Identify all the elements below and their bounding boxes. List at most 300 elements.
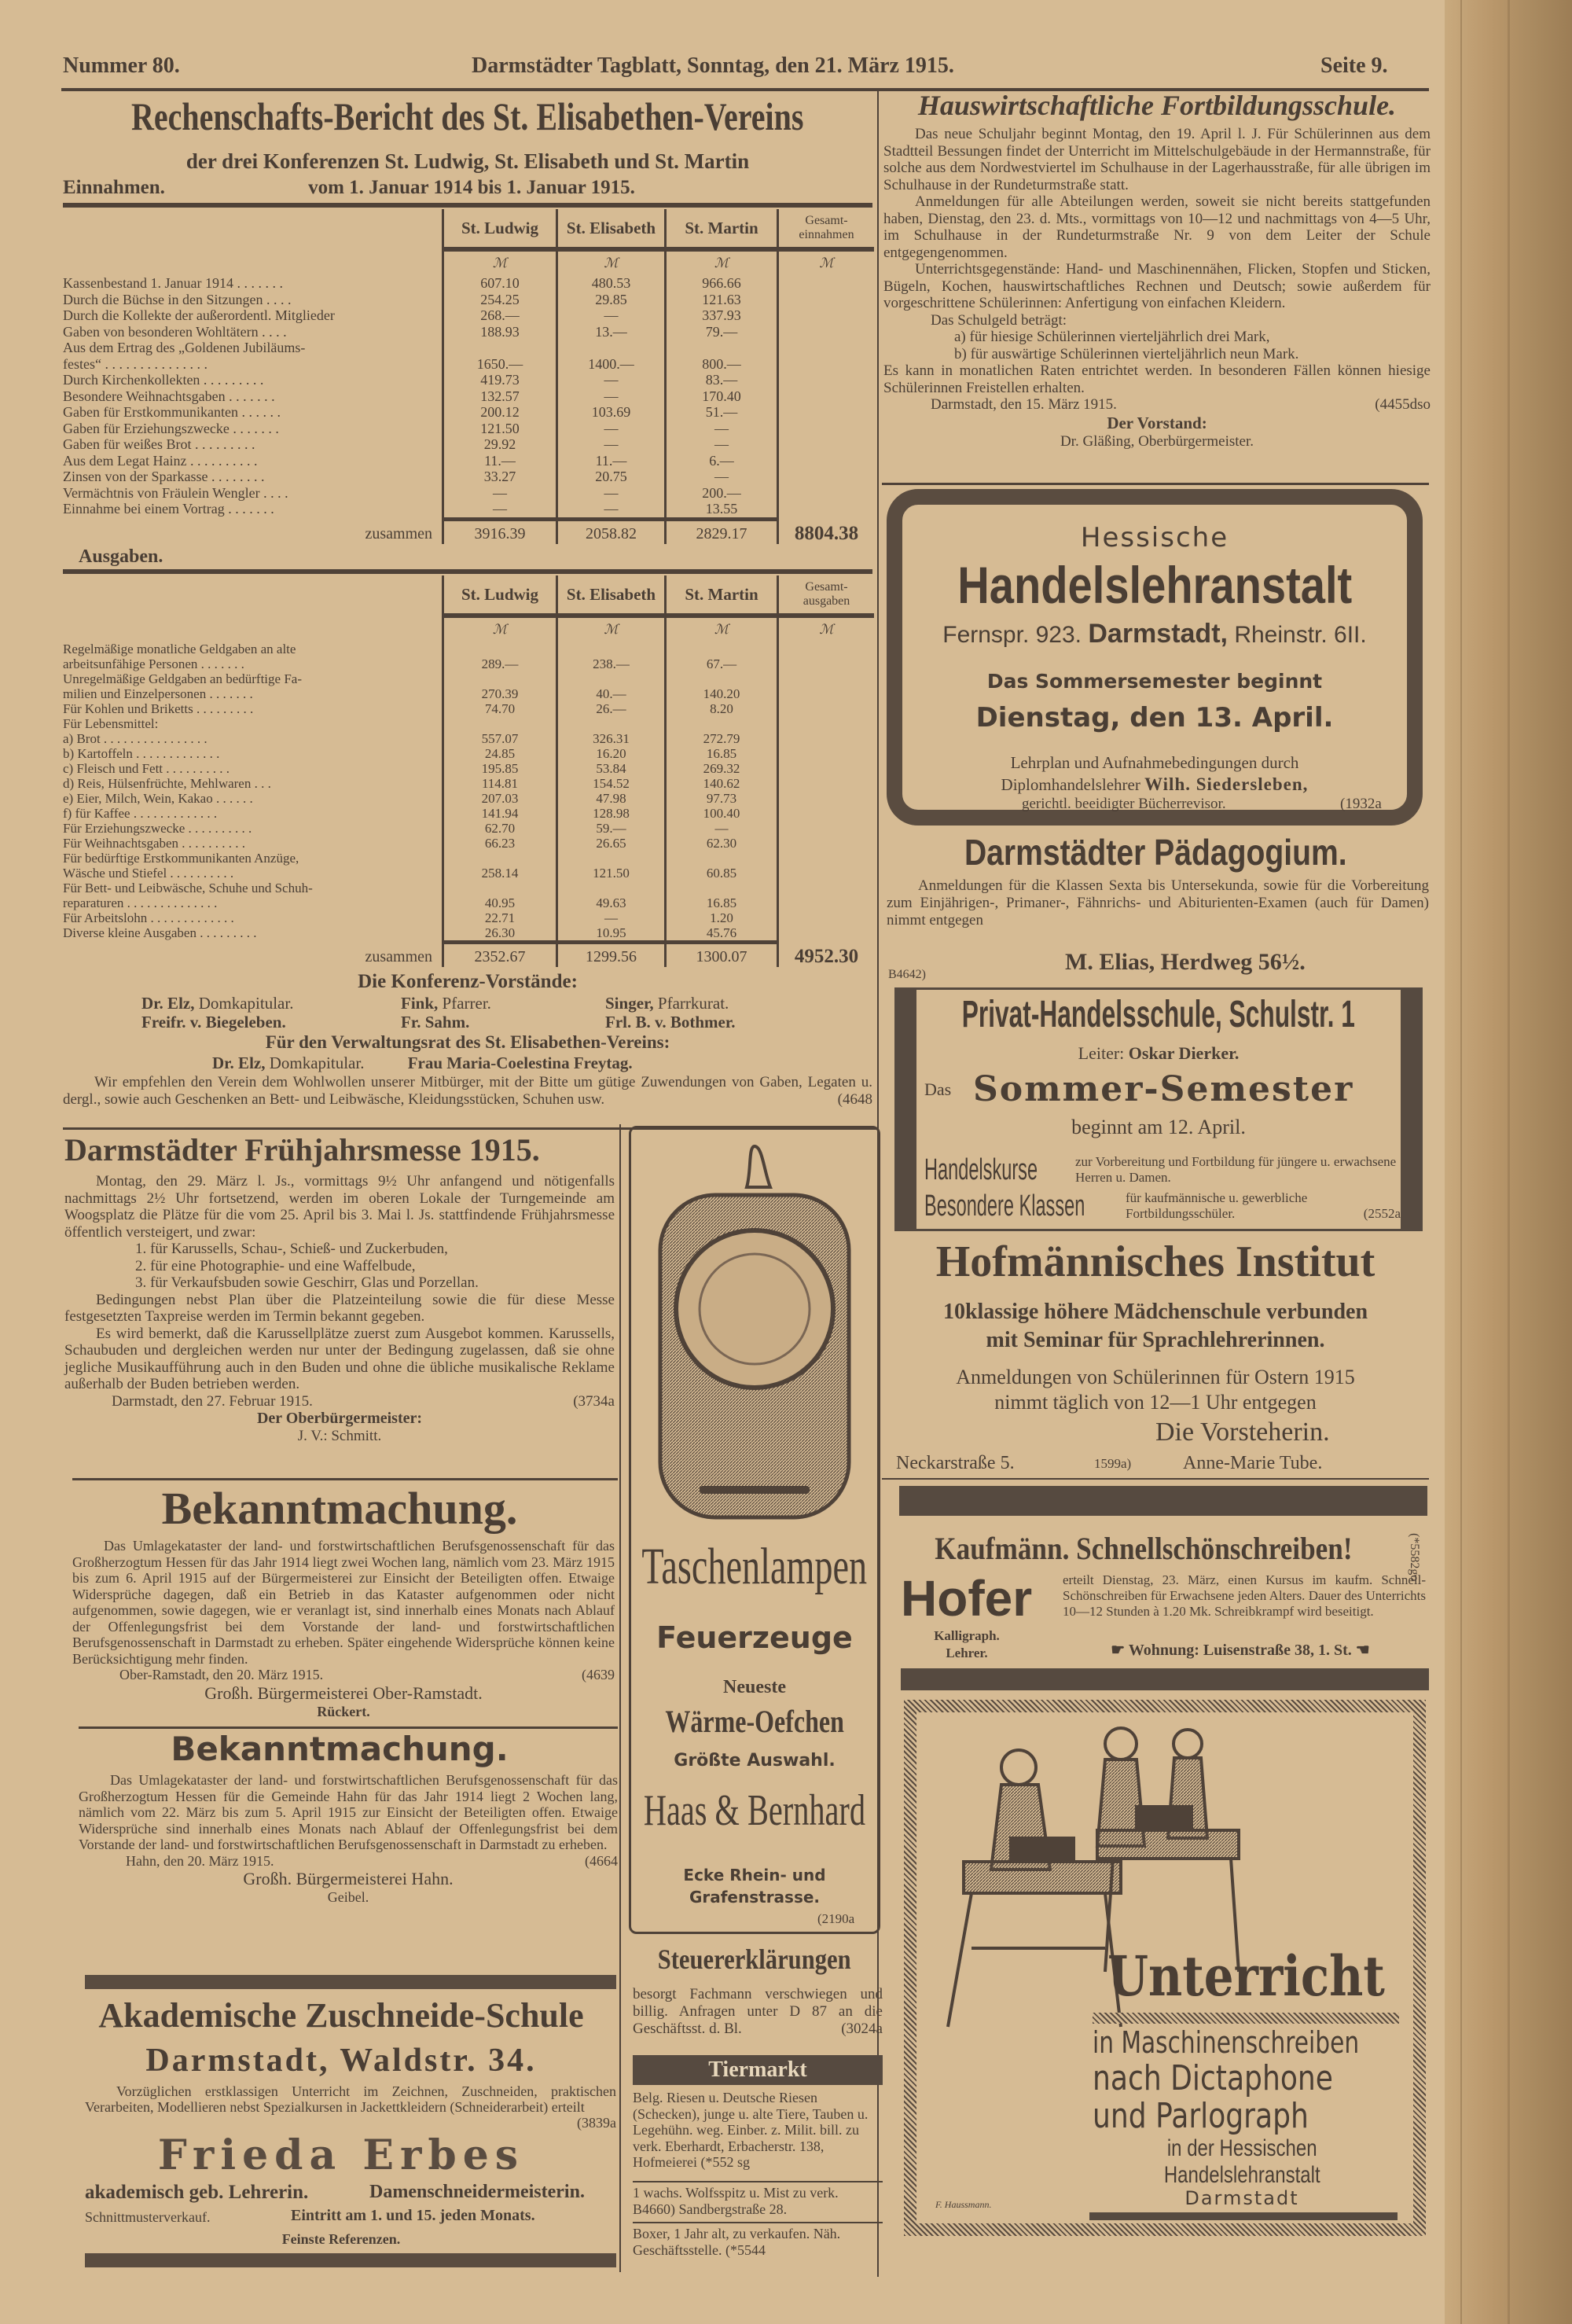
row-value: 170.40: [664, 388, 777, 405]
ad-code: (1932a: [1340, 796, 1382, 812]
board-member-name: Freifr. v. Biegeleben.: [141, 1013, 286, 1031]
row-label: c) Fleisch und Fett . . . . . . . . . .: [63, 761, 230, 776]
currency-mark: ℳ: [442, 252, 556, 275]
messe-paragraph: Montag, den 29. März l. Js., vormittags 9½ Uhr anfangend und nötigenfalls nachmittags 2½ Uhr fortsetzend, werden im oberen Lokale der Turngemeinde am Woogsplatz die Plätze für die vom 25. April bis 3. Mai l. Js. stattfindende Frühjahrsmesse öffentlich versteigert, und zwar:: [64, 1173, 615, 1241]
bek2-text: Das Umlagekataster der land- und forstwirtschaftlichen Berufsgenossenschaft für das Großherzogtum Hessen für die Gemeinde Hahn für das Jahr 1914 liegt 2 Wochen lang, nämlich vom 22. März bis zum 5. April 1915 zur Einsicht der Beteiligten offen. Etwaige Widersprüche sind innerhalb eines Monats nach Ablauf der Offenlegungsfrist bei dem Vorstande der land- und forstwirtschaftlichen Berufsgenossenschaft in Darmstadt zu erheben.: [79, 1772, 618, 1852]
table-rule: [63, 569, 872, 574]
bek1-notice: [72, 1538, 615, 1719]
row-value: 289.—: [442, 642, 556, 671]
board-member: [401, 1013, 605, 1031]
row-value: —: [664, 469, 777, 485]
row-value: —: [664, 436, 777, 453]
row-value: 269.32: [664, 761, 777, 776]
income-table: [63, 209, 874, 544]
akad-address: Darmstadt, Waldstr. 34.: [145, 2043, 537, 2079]
steuer-text: [633, 1986, 883, 2038]
bek2-date: Hahn, den 20. März 1915.: [126, 1852, 274, 1869]
row-total-empty: [777, 372, 874, 388]
row-total-empty: [777, 485, 874, 502]
row-value: 1.20: [664, 910, 777, 925]
table-row: [63, 292, 874, 308]
row-value: —: [664, 821, 777, 836]
row-total-empty: [777, 881, 874, 910]
section-rule: [882, 483, 1429, 485]
expense-heading: Ausgaben.: [79, 546, 163, 567]
phs-courses-text: zur Vorbereitung und Fortbildung für jüngere u. erwachsene Herren u. Damen.: [1075, 1154, 1397, 1185]
row-label: Unregelmäßige Geldgaben an bedürftige Fa- milien und Einzelpersonen . . . . . . .: [63, 671, 302, 701]
row-label: Für Weihnachtsgaben . . . . . . . . . .: [63, 836, 246, 851]
row-value: [556, 716, 664, 731]
akad-qualification: akademisch geb. Lehrerin.: [85, 2182, 309, 2203]
table-row: [63, 791, 874, 806]
ad-code: (4455dso: [1375, 396, 1431, 413]
row-label: Zinsen von der Sparkasse . . . . . . . .: [63, 469, 265, 484]
table-row: [63, 372, 874, 388]
table-row: [63, 701, 874, 716]
school-paragraph: Anmeldungen für alle Abteilungen werden, soweit sie nicht bereits stattgefunden haben, Dienstag, den 23. d. Mts., vormittags von 10—12 und nachmittags von 4—5 Uhr, im Schulhause in der Rundeturmstraße Nr. 9 von dem Leiter der Schule entgegengenommen.: [883, 193, 1431, 261]
council-name: Dr. Elz,: [212, 1054, 266, 1072]
row-value: 83.—: [664, 372, 777, 388]
row-value: 195.85: [442, 761, 556, 776]
currency-mark: ℳ: [777, 252, 874, 275]
currency-mark: ℳ: [664, 618, 777, 642]
classified-rule: [633, 2222, 883, 2223]
row-label: Gaben für weißes Brot . . . . . . . . .: [63, 436, 255, 452]
ad-code: (4639: [582, 1667, 615, 1682]
bek2-title: Bekanntmachung.: [171, 1730, 509, 1768]
row-value: 140.20: [664, 671, 777, 701]
council-heading: Für den Verwaltungsrat des St. Elisabethen-Vereins:: [265, 1032, 670, 1052]
row-total-empty: [777, 716, 874, 731]
sum-label: zusammen: [365, 948, 432, 965]
hla-ad-kicker: Hessische: [1080, 522, 1229, 553]
table-row: [63, 307, 874, 324]
row-label: Für Kohlen und Briketts . . . . . . . . .: [63, 701, 254, 716]
hla-ad-contact: [887, 618, 1423, 651]
row-value: 29.92: [442, 436, 556, 453]
hofer-title-wrap: [896, 1530, 1391, 1568]
table-row: [63, 716, 874, 731]
table-row: [63, 881, 874, 910]
row-label: b) Kartoffeln . . . . . . . . . . . . .: [63, 746, 220, 761]
classified-rule: [633, 2181, 883, 2182]
akad-title: Akademische Zuschneide-Schule: [98, 1996, 584, 2035]
row-label: Regelmäßige monatliche Geldgaben an alte arbeitsunfähige Personen . . . . . . .: [63, 642, 296, 671]
row-label: Gaben für Erziehungszwecke . . . . . . .: [63, 420, 279, 436]
unterricht-line: Handelslehranstalt: [1163, 2162, 1320, 2188]
expense-table: [63, 575, 874, 967]
classified-ad: 1 wachs. Wolfsspitz u. Mist zu verk. B4660) Sandbergstraße 28.: [633, 2185, 839, 2217]
row-value: 62.30: [664, 836, 777, 851]
row-value: 254.25: [442, 292, 556, 308]
row-value: —: [442, 501, 556, 517]
table-row: [63, 746, 874, 761]
column-sum: 2829.17: [664, 517, 777, 544]
bek1-signature: Rückert.: [317, 1703, 370, 1719]
row-total-empty: [777, 404, 874, 421]
table-row: [63, 275, 874, 292]
row-label: Aus dem Ertrag des „Goldenen Jubiläums- festes“ . . . . . . . . . . . . . . .: [63, 340, 306, 372]
row-value: —: [556, 307, 664, 324]
school-signature: Dr. Gläßing, Oberbürgermeister.: [1060, 432, 1254, 450]
board-member-name: Frl. B. v. Bothmer.: [605, 1013, 736, 1031]
hofer-subtitle: Lehrer.: [946, 1646, 988, 1660]
hla-city: Darmstadt,: [1088, 619, 1228, 649]
steuer-title-wrap: [625, 1942, 884, 1977]
masthead-date: Darmstädter Tagblatt, Sonntag, den 21. März 1915.: [472, 53, 954, 78]
row-label: Durch die Büchse in den Sitzungen . . . .: [63, 291, 292, 307]
row-value: 26.—: [556, 701, 664, 716]
row-total-empty: [777, 746, 874, 761]
currency-row: [63, 618, 874, 642]
grand-total: 4952.30: [777, 940, 874, 967]
row-total-empty: [777, 910, 874, 925]
hofer-subtitle: Kalligraph.: [934, 1628, 1000, 1643]
section-rule: [72, 1478, 618, 1480]
row-value: —: [556, 910, 664, 925]
steuer-description: besorgt Fachmann verschwiegen und billig. Anfragen unter D 87 an die Geschäftsst. d. Bl.: [633, 1986, 883, 2037]
hla-ad-date: Dienstag, den 13. April.: [975, 702, 1334, 734]
row-total-empty: [777, 275, 874, 292]
paed-text: Anmeldungen für die Klassen Sexta bis Untersekunda, sowie für die Vorbereitung zum Einjährigen-, Primaner-, Fähnrichs- und Abiturienten-Examen (auch für Damen) nimmt entgegen: [887, 877, 1429, 928]
row-value: 60.85: [664, 851, 777, 881]
unterricht-line: nach Dictaphone: [1093, 2058, 1333, 2098]
messe-signature-heading: Der Oberbürgermeister:: [256, 1410, 423, 1427]
column-sum: 2058.82: [556, 517, 664, 544]
sum-label: zusammen: [365, 524, 432, 542]
board-member-name: Fink,: [401, 994, 439, 1013]
hof-line: nimmt täglich von 12—1 Uhr entgegen: [994, 1391, 1317, 1414]
ad-border-bar: [85, 1975, 616, 1989]
school-signature-heading: Der Vorstand:: [1107, 413, 1207, 432]
lamp-ad-company-wrap: [629, 1785, 880, 1837]
table-row: [63, 836, 874, 851]
row-label: d) Reis, Hülsenfrüchte, Mehlwaren . . .: [63, 776, 271, 791]
currency-mark: ℳ: [442, 618, 556, 642]
row-value: 1400.—: [556, 340, 664, 372]
ad-code: (2190a: [817, 1911, 855, 1926]
row-value: 132.57: [442, 388, 556, 405]
row-total-empty: [777, 469, 874, 485]
row-value: 1650.—: [442, 340, 556, 372]
ad-code: 1599a): [1094, 1456, 1132, 1471]
row-value: 40.95: [442, 881, 556, 910]
board-member: [605, 994, 825, 1013]
row-label: Besondere Weihnachtsgaben . . . . . . .: [63, 388, 275, 404]
lamp-ad-company: Haas & Bernhard: [643, 1786, 866, 1835]
row-total-empty: [777, 851, 874, 881]
row-value: 419.73: [442, 372, 556, 388]
column-header: St. Elisabeth: [556, 209, 664, 252]
bek1-office: Großh. Bürgermeisterei Ober-Ramstadt.: [204, 1682, 483, 1703]
messe-item: 2. für eine Photographie- und eine Waffelbude,: [135, 1257, 416, 1274]
row-label: Vermächtnis von Fräulein Wengler . . . .: [63, 484, 288, 501]
table-row: [63, 910, 874, 925]
school-paragraph: Das neue Schuljahr beginnt Montag, den 19. April l. J. Für Schülerinnen aus dem Stadtteil Bessungen findet der Unterricht im Mittelschulgebäude in der Hermannstraße, für solche aus dem Nordwestviertel im Schulhause in der Lagerhausstraße, für alle übrigen im Schulhause in der Rundeturmstraße statt.: [883, 126, 1431, 193]
paed-title-wrap: [882, 830, 1429, 874]
row-value: 24.85: [442, 746, 556, 761]
sum-row: [63, 940, 874, 967]
hla-ad-title: Handelslehranstalt: [957, 556, 1352, 614]
row-value: 51.—: [664, 404, 777, 421]
row-value: —: [556, 485, 664, 502]
table-row: [63, 404, 874, 421]
ad-code: (3024a: [841, 2021, 883, 2037]
row-total-empty: [777, 453, 874, 469]
table-header-row: [63, 209, 874, 252]
row-label: a) Brot . . . . . . . . . . . . . . . .: [63, 731, 208, 746]
row-label: Diverse kleine Ausgaben . . . . . . . . .: [63, 925, 257, 940]
school-paragraph: Es kann in monatlichen Raten entrichtet werden. In besonderen Fällen können hiesige Schülerinnen Freistellen erhalten.: [883, 362, 1431, 396]
row-total-empty: [777, 340, 874, 372]
row-value: 13.55: [664, 501, 777, 517]
row-value: 607.10: [442, 275, 556, 292]
phs-director-label: Leiter:: [1078, 1043, 1125, 1063]
hla-teacher-title: Diplomhandelslehrer: [1001, 775, 1140, 794]
messe-item: 3. für Verkaufsbuden sowie Geschirr, Glas und Porzellan.: [135, 1274, 479, 1291]
ad-code: (3839a: [577, 2115, 616, 2131]
ad-code: (2552a: [1363, 1206, 1401, 1221]
report-appeal: [63, 1074, 872, 1108]
row-value: 16.85: [664, 746, 777, 761]
row-value: —: [664, 421, 777, 437]
school-fee: a) für hiesige Schülerinnen vierteljährlich drei Mark,: [954, 329, 1270, 345]
school-date: Darmstadt, den 15. März 1915.: [931, 396, 1117, 413]
row-label: e) Eier, Milch, Wein, Kakao . . . . . .: [63, 791, 253, 806]
hla-phone: Fernspr. 923.: [942, 622, 1082, 648]
table-row: [63, 453, 874, 469]
row-value: 97.73: [664, 791, 777, 806]
lamp-ad-title: Taschenlampen: [641, 1538, 868, 1595]
row-value: 53.84: [556, 761, 664, 776]
pointing-hand-icon: ☚: [1355, 1642, 1370, 1659]
unterricht-city: Darmstadt: [1185, 2187, 1299, 2209]
classified-ad: Belg. Riesen u. Deutsche Riesen (Schecken), junge u. alte Tiere, Tauben u. Legehühn. weg. Einber. z. Milit. bill. zu verk. Eberhardt, Erbacherstr. 138, Hofmeierei (*552 sg: [633, 2090, 869, 2170]
row-total-empty: [777, 324, 874, 340]
row-value: 128.98: [556, 806, 664, 821]
row-value: 74.70: [442, 701, 556, 716]
row-total-empty: [777, 806, 874, 821]
row-total-empty: [777, 821, 874, 836]
row-label: Durch die Kollekte der außerordentl. Mitglieder: [63, 307, 335, 323]
row-value: 13.—: [556, 324, 664, 340]
row-value: 121.50: [556, 851, 664, 881]
hof-signature-heading: Die Vorsteherin.: [1155, 1418, 1330, 1447]
book-binding-edge: [1445, 0, 1572, 2324]
row-total-empty: [777, 436, 874, 453]
grand-total: 8804.38: [777, 517, 874, 544]
row-value: 8.20: [664, 701, 777, 716]
hla-ad-teacher: [887, 774, 1423, 796]
column-header-total: Gesamt- einnahmen: [777, 209, 874, 252]
row-label: Für Lebensmittel:: [63, 716, 159, 731]
row-total-empty: [777, 731, 874, 746]
table-row: [63, 388, 874, 405]
row-value: —: [556, 421, 664, 437]
unterricht-line: und Parlograph: [1093, 2096, 1309, 2136]
board-members: [141, 994, 825, 1031]
row-value: 270.39: [442, 671, 556, 701]
flashlight-illustration: [645, 1140, 865, 1529]
phs-director-name: Oskar Dierker.: [1128, 1043, 1240, 1063]
unterricht-title: Unterricht: [1107, 1943, 1385, 2009]
phs-semester: Sommer-Semester: [973, 1069, 1354, 1109]
messe-notice: [64, 1173, 615, 1445]
lamp-ad-address: Grafenstrasse.: [689, 1888, 821, 1907]
tiermarkt-banner: Tiermarkt: [633, 2055, 883, 2085]
table-row: [63, 761, 874, 776]
table-row: [63, 340, 874, 372]
phs-start: beginnt am 12. April.: [1071, 1116, 1246, 1138]
school-fee-heading: Das Schulgeld beträgt:: [931, 311, 1067, 329]
unterricht-title-wrap: [1089, 1945, 1403, 2008]
paed-title: Darmstädter Pädagogium.: [964, 832, 1347, 873]
row-label: Durch Kirchenkollekten . . . . . . . . .: [63, 372, 264, 388]
messe-date: Darmstadt, den 27. Februar 1915.: [112, 1392, 313, 1410]
row-value: 100.40: [664, 806, 777, 821]
row-value: 11.—: [442, 453, 556, 469]
currency-mark: ℳ: [556, 252, 664, 275]
row-value: 188.93: [442, 324, 556, 340]
row-total-empty: [777, 791, 874, 806]
phs-classes-text: [1126, 1190, 1401, 1222]
row-value: —: [556, 436, 664, 453]
akad-profession: Damenschneidermeisterin.: [369, 2182, 585, 2202]
phs-classes: Besondere Klassen: [924, 1190, 1085, 1223]
column-header: St. Elisabeth: [556, 575, 664, 618]
row-total-empty: [777, 388, 874, 405]
lamp-ad-selection: Größte Auswahl.: [674, 1751, 836, 1771]
row-value: 114.81: [442, 776, 556, 791]
row-value: 966.66: [664, 275, 777, 292]
row-total-empty: [777, 836, 874, 851]
row-value: 59.—: [556, 821, 664, 836]
akad-references: Feinste Referenzen.: [281, 2231, 401, 2247]
unterricht-line: in Maschinenschreiben: [1093, 2025, 1360, 2060]
bek1-date: Ober-Ramstadt, den 20. März 1915.: [119, 1667, 324, 1682]
akad-name: Frieda Erbes: [157, 2131, 525, 2179]
row-label: Für Bett- und Leibwäsche, Schuhe und Schuh- reparaturen . . . . . . . . . . . . . .: [63, 881, 313, 910]
row-value: 154.52: [556, 776, 664, 791]
board-member-name: Singer,: [605, 994, 654, 1013]
currency-row: [63, 252, 874, 275]
row-value: 79.—: [664, 324, 777, 340]
row-value: 10.95: [556, 925, 664, 940]
table-row: [63, 671, 874, 701]
board-member-role: Domkapitular.: [198, 994, 294, 1013]
ad-code: (4648: [837, 1090, 872, 1108]
row-value: 6.—: [664, 453, 777, 469]
ad-border-bar: [899, 1486, 1427, 1516]
row-value: 200.—: [664, 485, 777, 502]
table-row: [63, 642, 874, 671]
row-value: 49.63: [556, 881, 664, 910]
bek1-title: Bekanntmachung.: [161, 1483, 518, 1534]
row-total-empty: [777, 761, 874, 776]
row-value: —: [556, 501, 664, 517]
lamp-ad-address: Ecke Rhein- und: [683, 1866, 826, 1885]
school-paragraph: Unterrichtsgegenstände: Hand- und Maschinennähen, Flicken, Stopfen und Sticken, Bügeln, Kochen, hauswirtschaftliches Rechnen und Deutsch; sowie außerdem für vorgeschrittene Schülerinnen: Anfertigung von einfachen Kleidern.: [883, 261, 1431, 311]
row-total-empty: [777, 671, 874, 701]
income-heading: Einnahmen.: [63, 177, 165, 198]
hla-ad-auditor: gerichtl. beeidigter Bücherrevisor.: [1022, 796, 1226, 812]
row-label: Einnahme bei einem Vortrag . . . . . . .: [63, 501, 274, 517]
bek1-text: Das Umlagekataster der land- und forstwirtschaftlichen Berufsgenossenschaft für das Großherzogtum Hessen für das Jahr 1914 liegt zwei Wochen lang, nämlich vom 23. März 1915 bis zum 6. April 1915 auf der Bürgermeisterei zur Einsicht der Beteiligten offen. Etwaige Widersprüche dagegen, daß ein Betrieb in das Kataster aufgenommen oder nicht aufgenommen, sowie dagegen, wie er veranlagt ist, sind innerhalb eines Monats nach Ablauf der Offenlegungsfrist bei dem Vorstande der land- und forstwirtschaftlichen Berufsgenossenschaft in Darmstadt zu erheben. Später eingehende Widersprüche können keine Berücksichtigung mehr finden.: [72, 1538, 615, 1667]
row-value: 20.75: [556, 469, 664, 485]
messe-paragraph: Es wird bemerkt, daß die Karussellplätze zuerst zum Ausgebot kommen. Karussells, Schaubuden und dergleichen werden nur unter der Bedingung zugelassen, daß sie ohne jegliche Musikaufführung auch in den Buden und ohne die übliche musikalische Reklame außerhalb der Buden betrieben werden.: [64, 1325, 615, 1392]
row-value: 800.—: [664, 340, 777, 372]
table-header-row: [63, 575, 874, 618]
phs-title: Privat-Handelsschule, Schulstr. 1: [961, 994, 1356, 1035]
column-sum: 1299.56: [556, 940, 664, 967]
column-sum: 1300.07: [664, 940, 777, 967]
akad-text: [85, 2083, 616, 2131]
paed-signature: M. Elias, Herdweg 56½.: [1065, 949, 1306, 975]
row-value: 62.70: [442, 821, 556, 836]
section-rule: [79, 1726, 618, 1729]
classified-ad: Boxer, 1 Jahr alt, zu verkaufen. Näh. Geschäftsstelle. (*5544: [633, 2226, 841, 2258]
table-row: [63, 851, 874, 881]
school-notice: [883, 126, 1431, 450]
row-total-empty: [777, 307, 874, 324]
hofer-address: [1055, 1640, 1426, 1660]
hla-address: Rheinstr. 6II.: [1234, 622, 1367, 648]
row-value: 207.03: [442, 791, 556, 806]
board-member-role: Pfarrer.: [442, 994, 491, 1013]
report-subtitle: der drei Konferenzen St. Ludwig, St. Elisabeth und St. Martin: [185, 149, 750, 173]
hofer-address-text: Wohnung: Luisenstraße 38, 1. St.: [1128, 1642, 1352, 1659]
row-value: [664, 716, 777, 731]
column-sum: 2352.67: [442, 940, 556, 967]
row-value: 200.12: [442, 404, 556, 421]
row-value: 337.93: [664, 307, 777, 324]
table-row: [63, 501, 874, 517]
table-row: [63, 925, 874, 940]
lamp-ad-heaters-wrap: [629, 1703, 880, 1741]
lamp-ad-title-wrap: [629, 1537, 880, 1597]
steuer-title: Steuererklärungen: [658, 1943, 851, 1975]
section-rule: [882, 1478, 1429, 1480]
board-member-name: Dr. Elz,: [141, 994, 195, 1013]
row-label: Für Erziehungszwecke . . . . . . . . . .: [63, 821, 252, 836]
akad-patterns: Schnittmusterverkauf.: [85, 2209, 211, 2225]
column-sum: 3916.39: [442, 517, 556, 544]
row-value: 103.69: [556, 404, 664, 421]
row-value: 11.—: [556, 453, 664, 469]
currency-mark: ℳ: [777, 618, 874, 642]
council-members: [212, 1054, 633, 1072]
row-value: 480.53: [556, 275, 664, 292]
messe-title: Darmstädter Frühjahrsmesse 1915.: [64, 1132, 540, 1168]
unterricht-line-wrap: [1116, 2135, 1368, 2162]
council-name: Frau Maria-Coelestina Freytag.: [407, 1054, 633, 1072]
issue-number: Nummer 80.: [63, 53, 180, 78]
board-member-name: Fr. Sahm.: [401, 1013, 470, 1031]
row-value: 16.85: [664, 881, 777, 910]
school-title: Hauswirtschaftliche Fortbildungsschule.: [917, 90, 1397, 121]
row-value: 29.85: [556, 292, 664, 308]
column-header: St. Ludwig: [442, 575, 556, 618]
hla-teacher-name: Wilh. Siedersleben,: [1144, 774, 1309, 794]
column-rule-left: [619, 1124, 621, 2272]
table-row: [63, 421, 874, 437]
board-member: [141, 1013, 401, 1031]
ad-border-bar: [85, 2253, 616, 2267]
table-row: [63, 731, 874, 746]
table-row: [63, 485, 874, 502]
unterricht-divider: [1093, 2013, 1399, 2024]
row-value: 26.30: [442, 925, 556, 940]
